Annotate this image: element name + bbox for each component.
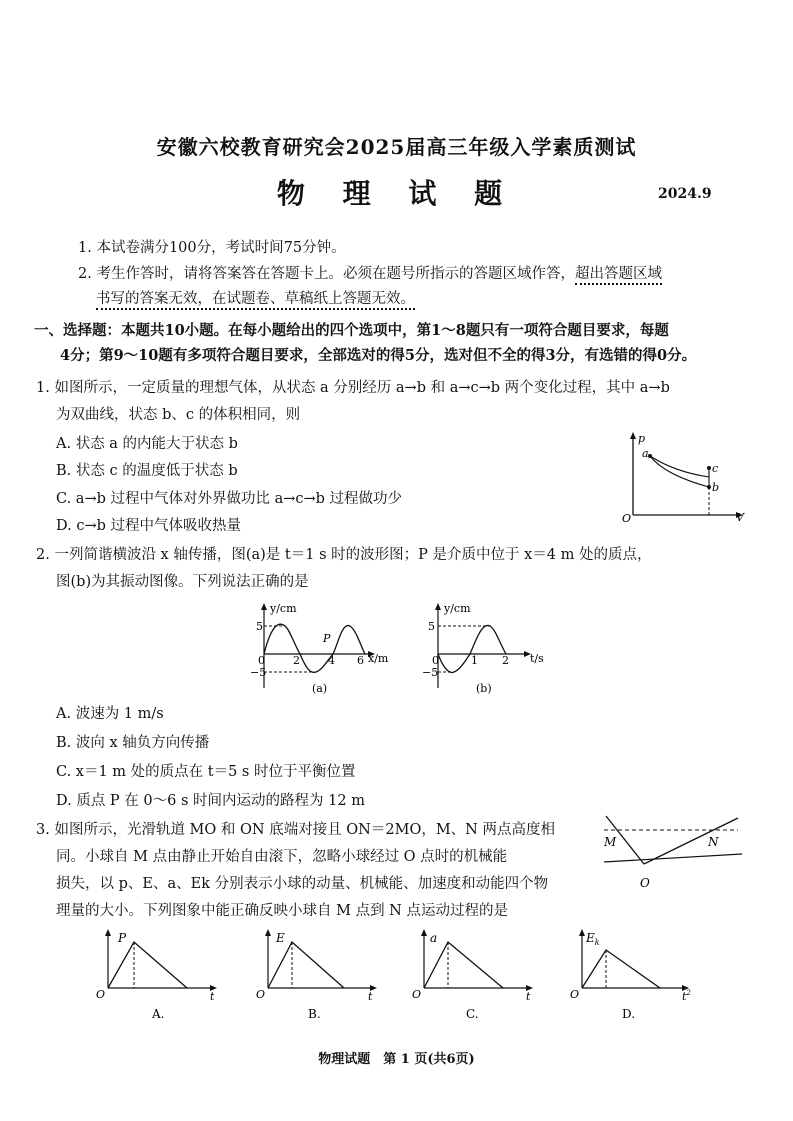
q2b-y5: 5 [428, 620, 435, 633]
q2-option-b: B. 波向 x 轴负方向传播 [56, 735, 210, 751]
q2b-origin: 0 [432, 654, 439, 667]
note-2-emphasis: 超出答题区域 [575, 266, 662, 285]
q2a-p-label: P [323, 632, 331, 645]
q3-stem-2: 同。小球自 M 点由静止开始自由滚下，忽略小球经过 O 点时的机械能 [56, 849, 508, 865]
q3b-ylabel: E [276, 931, 285, 945]
q2b-t2: 2 [502, 654, 509, 667]
q2-option-c: C. x＝1 m 处的质点在 t＝5 s 时位于平衡位置 [56, 764, 356, 780]
q3d-caption: D. [622, 1007, 636, 1021]
q3d-xlabel: $t^2$ [682, 989, 691, 1003]
q3-graph-d [566, 926, 706, 1026]
q1-stem-1: 1. 如图所示，一定质量的理想气体，从状态 a 分别经历 a→b 和 a→c→b 两个变化过程，其中 a→b [36, 380, 670, 396]
q2-option-a: A. 波速为 1 m/s [56, 706, 164, 722]
q3c-origin: O [412, 988, 422, 1001]
q3b-origin: O [256, 988, 266, 1001]
q3-m-label: M [604, 835, 617, 849]
q2b-ym5: −5 [422, 666, 439, 679]
q2-option-d: D. 质点 P 在 0～6 s 时间内运动的路程为 12 m [56, 793, 365, 809]
q1-v-label: V [736, 511, 744, 524]
q2a-ylabel: y/cm [270, 602, 297, 615]
q2b-caption: (b) [476, 682, 492, 695]
q2-stem-1: 2. 一列简谐横波沿 x 轴传播，图(a)是 t＝1 s 时的波形图；P 是介质中位于 x＝4 m 处的质点， [36, 547, 652, 563]
q2-wave-graph-a [250, 598, 410, 698]
q1-a-label: a [642, 447, 649, 460]
q3-graph-c [408, 926, 548, 1026]
q1-origin-label: O [622, 512, 632, 525]
q1-option-c: C. a→b 过程中气体对外界做功比 a→c→b 过程做功少 [56, 491, 403, 507]
q1-b-label: b [712, 481, 720, 494]
page-footer: 物理试题 第 1 页(共6页) [318, 1052, 475, 1067]
q1-option-d: D. c→b 过程中气体吸收热量 [56, 518, 241, 534]
q3a-origin: O [96, 988, 106, 1001]
q3d-origin: O [570, 988, 580, 1001]
q2a-origin: 0 [258, 654, 265, 667]
q3c-ylabel: a [430, 931, 438, 945]
q3-track-diagram [596, 812, 746, 894]
q3-stem-4: 理量的大小。下列图象中能正确反映小球自 M 点到 N 点运动过程的是 [56, 903, 508, 919]
q3c-caption: C. [466, 1007, 479, 1021]
q2b-t1: 1 [471, 654, 478, 667]
section-1-line1: 一、选择题：本题共10小题。在每小题给出的四个选项中，第1～8题只有一项符合题目要求，每题 [34, 322, 669, 339]
q2a-xlabel: x/m [368, 652, 389, 665]
q1-option-b: B. 状态 c 的温度低于状态 b [56, 463, 238, 479]
q2a-x4: 4 [328, 654, 335, 667]
q3-graph-a [92, 926, 232, 1026]
q2-vibration-graph-b [420, 598, 550, 698]
note-1: 1. 本试卷满分100分，考试时间75分钟。 [78, 240, 346, 256]
q2a-x2: 2 [293, 654, 300, 667]
subject-title: 物 理 试 题 [276, 177, 517, 210]
q3-o-label: O [640, 876, 650, 890]
q2a-y5: 5 [256, 620, 263, 633]
q2-stem-2: 图(b)为其振动图像。下列说法正确的是 [56, 574, 309, 590]
q3-stem-3: 损失，以 p、E、a、Ek 分别表示小球的动量、机械能、加速度和动能四个物 [56, 876, 549, 892]
q3-graph-b [252, 926, 392, 1026]
section-1-line2: 4分；第9～10题有多项符合题目要求，全部选对的得5分，选对但不全的得3分，有选错的得0分。 [60, 347, 697, 364]
q2b-xlabel: t/s [530, 652, 544, 665]
q1-p-label: p [638, 432, 646, 445]
q3b-xlabel: t [368, 990, 373, 1003]
note-2a: 2. 考生作答时，请将答案答在答题卡上。必须在题号所指示的答题区域作答，超出答题区域 [78, 264, 662, 284]
exam-date: 2024.9 [658, 186, 712, 202]
q1-c-label: c [712, 462, 719, 475]
q1-option-a: A. 状态 a 的内能大于状态 b [56, 436, 238, 452]
q3-n-label: N [708, 835, 719, 849]
q2a-ym5: −5 [250, 666, 267, 679]
q2a-caption: (a) [312, 682, 328, 695]
q3c-xlabel: t [526, 990, 531, 1003]
q2b-ylabel: y/cm [444, 602, 471, 615]
q3b-caption: B. [308, 1007, 321, 1021]
exam-title: 安徽六校教育研究会2025届高三年级入学素质测试 [156, 135, 637, 159]
q1-stem-2: 为双曲线，状态 b、c 的体积相同，则 [56, 407, 301, 423]
q3a-xlabel: t [210, 990, 215, 1003]
note-2c: 书写的答案无效，在试题卷、草稿纸上答题无效。 [96, 289, 415, 309]
q2a-x6: 6 [357, 654, 364, 667]
q3-stem-1: 3. 如图所示，光滑轨道 MO 和 ON 底端对接且 ON＝2MO，M、N 两点高度相 [36, 822, 555, 838]
q3a-caption: A. [152, 1007, 165, 1021]
q3a-ylabel: P [118, 931, 127, 945]
q3d-ylabel: $E_k$ [586, 931, 600, 947]
q1-pv-diagram [620, 430, 750, 525]
